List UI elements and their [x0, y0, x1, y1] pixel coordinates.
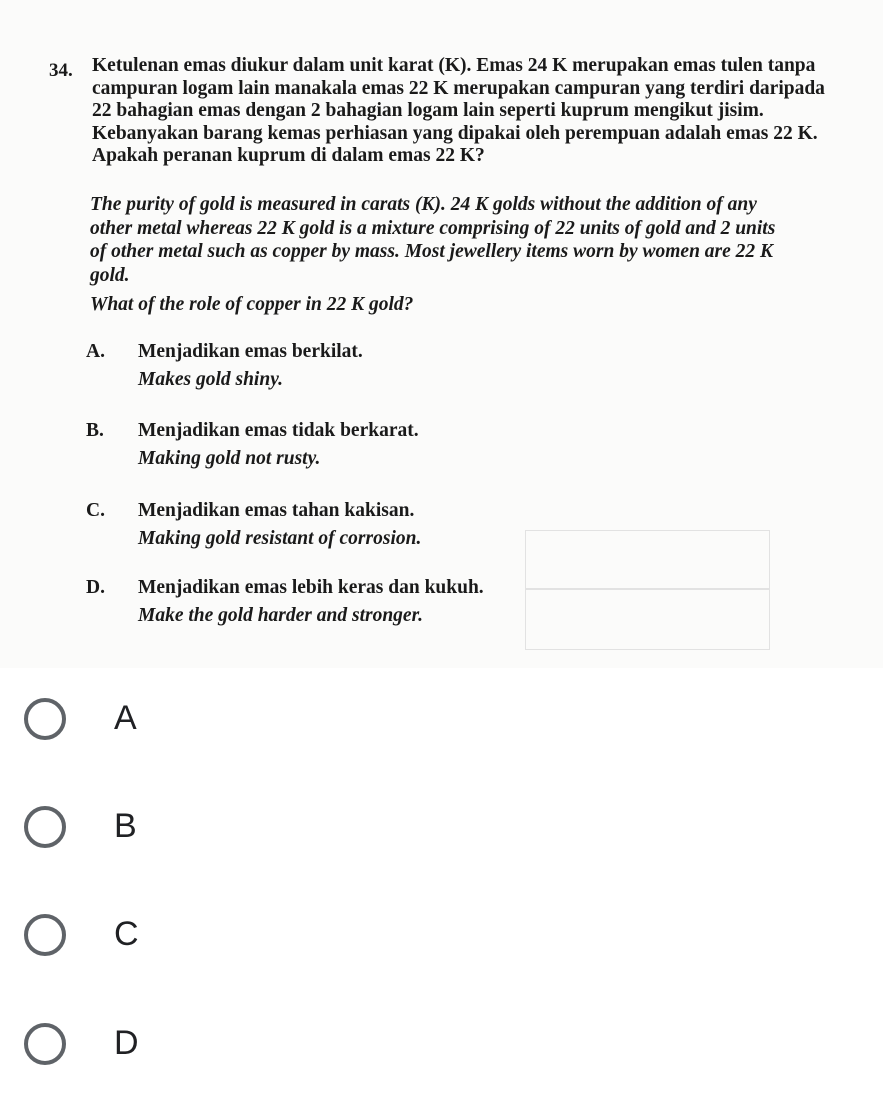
question-text-malay [92, 55, 852, 168]
choice-a[interactable] [24, 694, 324, 750]
choice-d[interactable] [24, 1019, 324, 1075]
question-malay-line: Apakah peranan kuprum di dalam emas 22 K? [92, 145, 485, 166]
choice-label: A [114, 699, 137, 737]
option-letter: A. [86, 341, 105, 362]
question-english-line: other metal whereas 22 K gold is a mixture comprising of 22 units of gold and 2 units [90, 217, 776, 239]
option-text-english: Makes gold shiny. [138, 369, 284, 390]
question-malay-line: 22 bahagian emas dengan 2 bahagian logam lain seperti kuprum mengikut jisim. [92, 100, 764, 121]
choice-b[interactable] [24, 802, 324, 858]
radio-button[interactable] [24, 914, 66, 956]
choice-label: D [114, 1024, 139, 1062]
option-text-english: Making gold resistant of corrosion. [138, 528, 422, 549]
option-letter: B. [86, 420, 104, 441]
question-english-line: of other metal such as copper by mass. Most jewellery items worn by women are 22 K [90, 241, 774, 262]
table-ghost-line [525, 588, 770, 590]
question-number: 34. [49, 60, 73, 81]
question-text-english [90, 193, 850, 287]
option-letter: D. [86, 577, 105, 598]
question-english-line: The purity of gold is measured in carats (K). 24 K golds without the addition of any [90, 194, 757, 215]
question-english-prompt: What of the role of copper in 22 K gold? [90, 294, 414, 315]
option-letter: C. [86, 500, 105, 521]
choice-label: C [114, 915, 139, 953]
question-malay-line: campuran logam lain manakala emas 22 K merupakan campuran yang terdiri daripada [92, 77, 825, 99]
question-malay-line: Ketulenan emas diukur dalam unit karat (K). Emas 24 K merupakan emas tulen tanpa [92, 55, 816, 76]
choice-c[interactable] [24, 910, 324, 966]
option-text-english: Make the gold harder and stronger. [138, 605, 423, 626]
radio-button[interactable] [24, 806, 66, 848]
choice-label: B [114, 807, 137, 845]
option-text-malay: Menjadikan emas lebih keras dan kukuh. [138, 577, 484, 598]
table-ghost-line [525, 530, 770, 650]
option-text-malay: Menjadikan emas tidak berkarat. [138, 420, 419, 441]
option-text-english: Making gold not rusty. [138, 448, 321, 469]
radio-button[interactable] [24, 1023, 66, 1065]
radio-button[interactable] [24, 698, 66, 740]
question-malay-line: Kebanyakan barang kemas perhiasan yang dipakai oleh perempuan adalah emas 22 K. [92, 122, 818, 144]
option-text-malay: Menjadikan emas tahan kakisan. [138, 500, 415, 521]
question-english-line: gold. [90, 264, 130, 286]
option-text-malay: Menjadikan emas berkilat. [138, 341, 363, 362]
